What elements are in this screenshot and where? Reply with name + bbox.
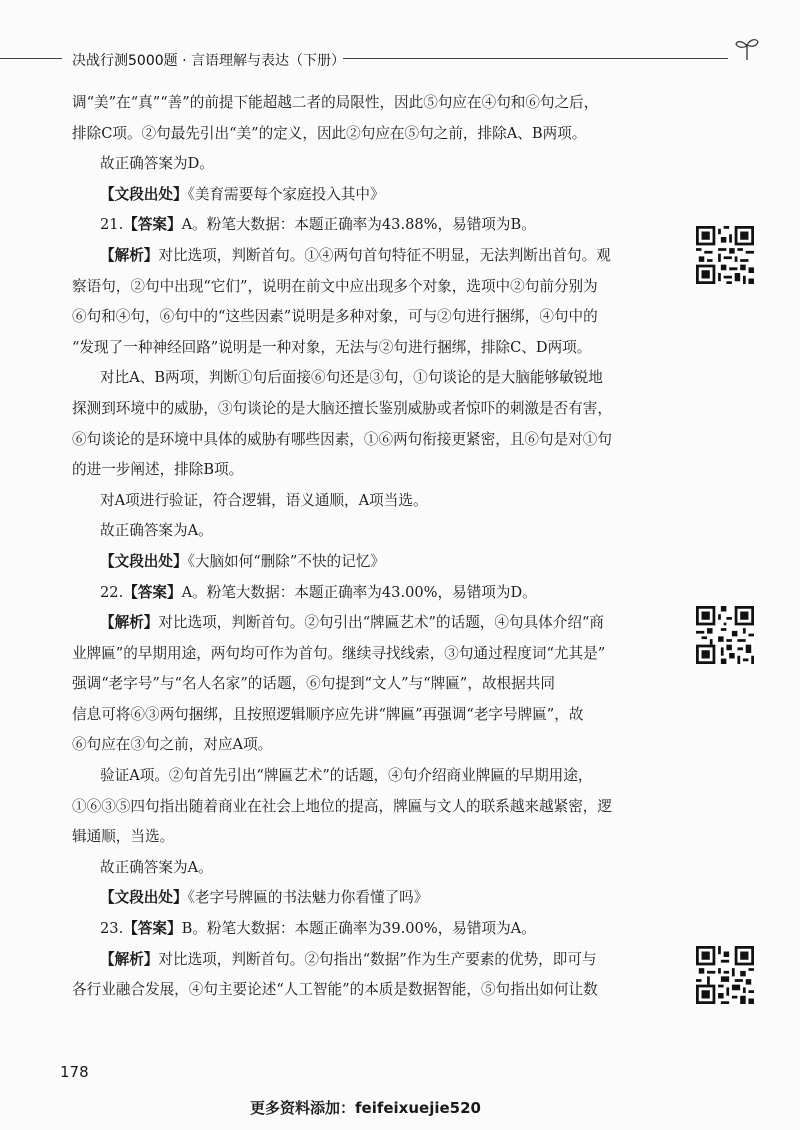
text-line: 调“美”在“真”“善”的前提下能超越二者的局限性，因此⑤句应在④句和⑥句之后，: [72, 94, 599, 111]
source-label: 【文段出处】: [100, 889, 188, 907]
text-line: ⑥句谈论的是环境中具体的威胁有哪些因素，①⑥两句衔接更紧密，且⑥句是对①句: [72, 430, 612, 448]
answer-text: A。粉笔大数据：本题正确率为43.88%，易错项为B。: [181, 216, 536, 234]
source-title: 《美育需要每个家庭投入其中》: [187, 185, 385, 203]
text-line: ⑥句和④句，⑥句中的“这些因素”说明是多种对象，可与②句进行捆绑，④句中的: [72, 308, 598, 326]
text-line: 辑通顺，当选。: [72, 828, 175, 846]
text-line: 故正确答案为A。: [100, 522, 213, 540]
analysis-text: 对比选项，判断首句。①④两句首句特征不明显，无法判断出首句。观: [158, 246, 611, 264]
source-title: 《大脑如何“删除”不快的记忆》: [187, 552, 385, 570]
analysis-text: 对比选项，判断首句。②句引出“牌匾艺术”的话题，④句具体介绍“商: [158, 614, 604, 632]
answer-label: 【答案】: [123, 583, 182, 601]
analysis-line: [72, 945, 672, 976]
qr-code-icon[interactable]: [696, 606, 754, 664]
answer-label: 【答案】: [123, 216, 182, 234]
page-number: 178: [60, 1063, 89, 1081]
question-number: 21.: [100, 216, 124, 234]
text-line: 业牌匾”的早期用途，两句均可作为首句。继续寻找线索，③句通过程度词“尤其是”: [72, 644, 606, 662]
answer-label: 【答案】: [123, 920, 182, 938]
analysis-line: [72, 608, 672, 639]
text-line: 故正确答案为A。: [100, 858, 213, 876]
text-line: ①⑥③⑤四句指出随着商业在社会上地位的提高，牌匾与文人的联系越来越紧密，逻: [72, 797, 612, 815]
text-line: 对比A、B两项，判断①句后面接⑥句还是③句，①句谈论的是大脑能够敏锐地: [100, 369, 603, 387]
header-rule-left: [0, 58, 62, 59]
answer-body: [72, 88, 672, 1006]
header-rule-right: [343, 58, 728, 59]
leaf-icon: [734, 36, 760, 62]
text-line: 强调“老字号”与“名人名家”的话题，⑥句提到“文人”与“牌匾”，故根据共同: [72, 675, 555, 693]
text-line: 排除C项。②句最先引出“美”的定义，因此②句应在⑤句之前，排除A、B两项。: [72, 124, 587, 142]
answer-line: [72, 210, 672, 241]
answer-text: B。粉笔大数据：本题正确率为39.00%，易错项为A。: [181, 920, 536, 938]
source-line: [72, 180, 672, 211]
text-line: 的进一步阐述，排除B项。: [72, 461, 244, 479]
answer-line: [72, 914, 672, 945]
analysis-label: 【解析】: [100, 246, 159, 264]
text-line: ⑥句应在③句之前，对应A项。: [72, 736, 273, 754]
qr-code-icon[interactable]: [696, 946, 754, 1004]
question-number: 23.: [100, 920, 124, 938]
text-line: 信息可将⑥③两句捆绑，且按照逻辑顺序应先讲“牌匾”再强调“老字号牌匾”，故: [72, 705, 584, 723]
analysis-line: [72, 241, 672, 272]
footer-note: 更多资料添加：feifeixuejie520: [250, 1099, 481, 1117]
answer-text: A。粉笔大数据：本题正确率为43.00%，易错项为D。: [181, 583, 537, 601]
source-label: 【文段出处】: [100, 552, 188, 570]
question-number: 22.: [100, 583, 124, 601]
analysis-label: 【解析】: [100, 950, 159, 968]
text-line: 验证A项。②句首先引出“牌匾艺术”的话题，④句介绍商业牌匾的早期用途，: [100, 767, 593, 785]
header-title: 决战行测5000题 · 言语理解与表达（下册）: [72, 53, 345, 69]
analysis-label: 【解析】: [100, 614, 159, 632]
source-line: [72, 883, 672, 914]
text-line: 各行业融合发展，④句主要论述“人工智能”的本质是数据智能，⑤句指出如何让数: [72, 981, 598, 999]
source-label: 【文段出处】: [100, 185, 188, 203]
source-line: [72, 547, 672, 578]
text-line: 故正确答案为D。: [100, 155, 214, 173]
text-line: 对A项进行验证，符合逻辑，语义通顺，A项当选。: [100, 491, 428, 509]
running-header: [0, 36, 800, 82]
text-line: “发现了一种神经回路”说明是一种对象，无法与②句进行捆绑，排除C、D两项。: [72, 338, 592, 356]
source-title: 《老字号牌匾的书法魅力你看懂了吗》: [187, 889, 429, 907]
text-line: 探测到环境中的威胁，③句谈论的是大脑还擅长鉴别威胁或者惊吓的刺激是否有害，: [72, 399, 612, 417]
analysis-text: 对比选项，判断首句。②句指出“数据”作为生产要素的优势，即可与: [158, 950, 597, 968]
answer-line: [72, 578, 672, 609]
text-line: 察语句，②句中出现“它们”，说明在前文中应出现多个对象，选项中②句前分别为: [72, 277, 598, 295]
qr-code-icon[interactable]: [696, 226, 754, 284]
